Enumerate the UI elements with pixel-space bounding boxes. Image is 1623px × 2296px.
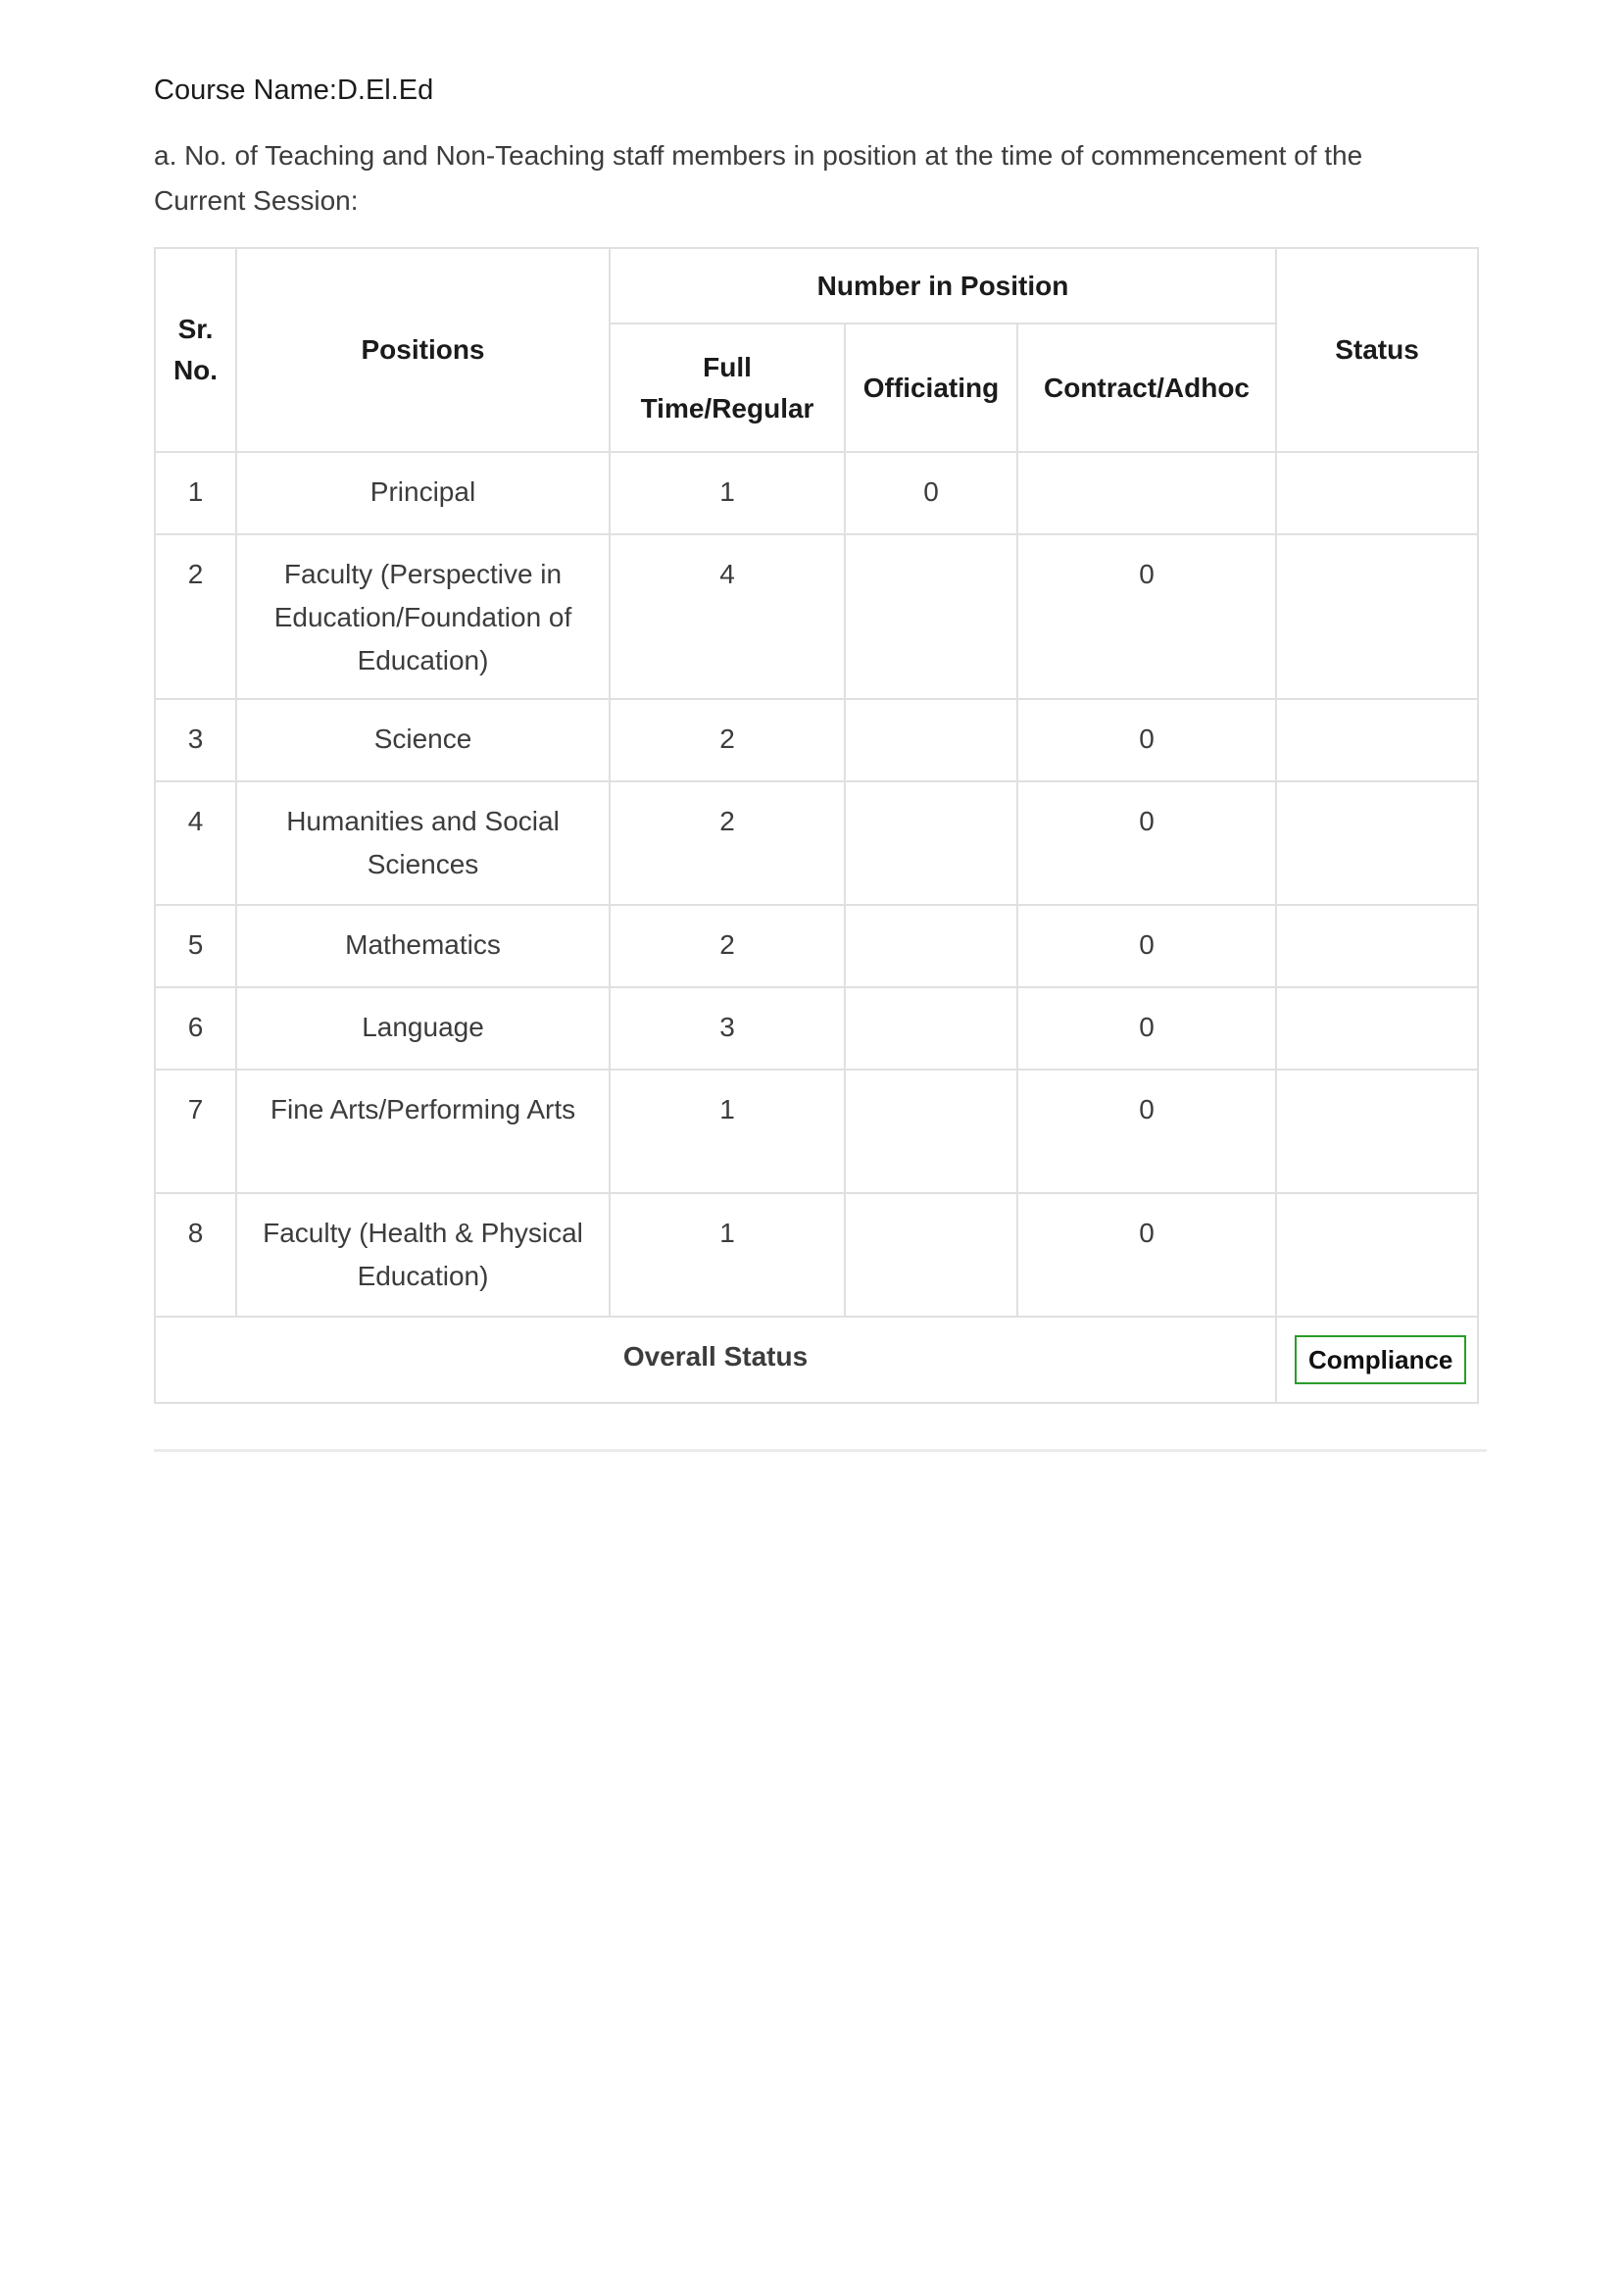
table-row	[155, 699, 1478, 781]
position-cell: Humanities and Social Sciences	[236, 781, 610, 905]
overall-status-cell	[1276, 1317, 1478, 1403]
status-cell	[1276, 1193, 1478, 1317]
status-cell	[1276, 781, 1478, 905]
sr-cell: 7	[155, 1070, 236, 1193]
table-row	[155, 534, 1478, 699]
sr-cell: 2	[155, 534, 236, 699]
status-badge: Compliance	[1295, 1335, 1466, 1384]
status-cell	[1276, 699, 1478, 781]
col-header-contract-adhoc: Contract/Adhoc	[1017, 324, 1276, 452]
sr-cell: 4	[155, 781, 236, 905]
col-header-full-time-regular: Full Time/Regular	[610, 324, 845, 452]
col-header-positions: Positions	[236, 248, 610, 452]
officiating-cell	[845, 1193, 1017, 1317]
full-time-cell: 2	[610, 781, 845, 905]
contract-cell: 0	[1017, 781, 1276, 905]
table-row	[155, 905, 1478, 987]
position-cell: Language	[236, 987, 610, 1070]
status-cell	[1276, 1070, 1478, 1193]
full-time-cell: 3	[610, 987, 845, 1070]
table-row	[155, 452, 1478, 534]
officiating-cell	[845, 987, 1017, 1070]
sr-cell: 3	[155, 699, 236, 781]
sr-cell: 6	[155, 987, 236, 1070]
contract-cell: 0	[1017, 987, 1276, 1070]
officiating-cell	[845, 905, 1017, 987]
full-time-cell: 1	[610, 1070, 845, 1193]
sr-cell: 1	[155, 452, 236, 534]
overall-status-row	[155, 1317, 1478, 1403]
officiating-cell	[845, 781, 1017, 905]
status-cell	[1276, 452, 1478, 534]
overall-status-label: Overall Status	[155, 1317, 1276, 1403]
officiating-cell	[845, 534, 1017, 699]
section-divider	[154, 1449, 1487, 1452]
position-cell: Principal	[236, 452, 610, 534]
contract-cell: 0	[1017, 534, 1276, 699]
contract-cell	[1017, 452, 1276, 534]
position-cell: Science	[236, 699, 610, 781]
contract-cell: 0	[1017, 1193, 1276, 1317]
header-row-group	[155, 248, 1478, 324]
status-cell	[1276, 905, 1478, 987]
full-time-cell: 2	[610, 699, 845, 781]
officiating-cell	[845, 699, 1017, 781]
table-row	[155, 987, 1478, 1070]
staff-position-table	[154, 247, 1479, 1404]
sr-cell: 8	[155, 1193, 236, 1317]
col-header-officiating: Officiating	[845, 324, 1017, 452]
section-intro: a. No. of Teaching and Non-Teaching staff members in position at the time of commencement of the Current Session:	[154, 140, 1363, 216]
position-cell: Faculty (Perspective in Education/Foundation of Education)	[236, 534, 610, 699]
table-row	[155, 1070, 1478, 1193]
contract-cell: 0	[1017, 905, 1276, 987]
table-row	[155, 781, 1478, 905]
full-time-cell: 1	[610, 452, 845, 534]
position-cell: Faculty (Health & Physical Education)	[236, 1193, 610, 1317]
full-time-cell: 4	[610, 534, 845, 699]
status-cell	[1276, 987, 1478, 1070]
officiating-cell: 0	[845, 452, 1017, 534]
full-time-cell: 2	[610, 905, 845, 987]
col-header-status: Status	[1276, 248, 1478, 452]
contract-cell: 0	[1017, 1070, 1276, 1193]
course-name: Course Name:D.El.Ed	[154, 75, 434, 106]
table-row	[155, 1193, 1478, 1317]
col-header-sr-no: Sr. No.	[155, 248, 236, 452]
contract-cell: 0	[1017, 699, 1276, 781]
full-time-cell: 1	[610, 1193, 845, 1317]
sr-cell: 5	[155, 905, 236, 987]
officiating-cell	[845, 1070, 1017, 1193]
position-cell: Fine Arts/Performing Arts	[236, 1070, 610, 1193]
col-group-number-in-position: Number in Position	[610, 248, 1276, 324]
position-cell: Mathematics	[236, 905, 610, 987]
status-cell	[1276, 534, 1478, 699]
